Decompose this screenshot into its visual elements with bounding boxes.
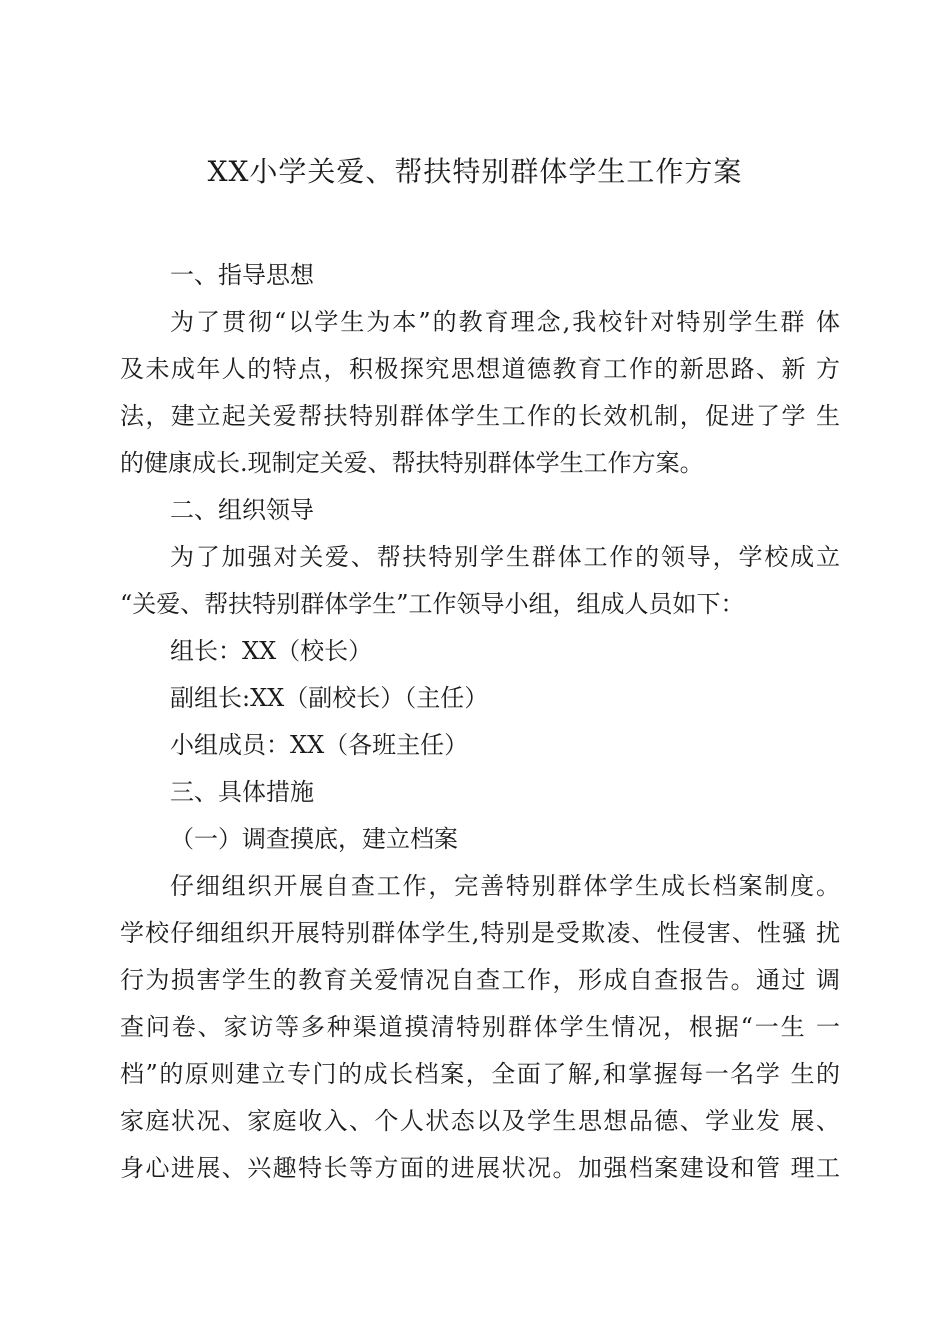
paragraph-line: 身心进展、兴趣特长等方面的进展状况。加强档案建设和管 理工 bbox=[120, 1154, 840, 1182]
document-title: XX小学关爱、帮扶特别群体学生工作方案 bbox=[207, 155, 743, 188]
paragraph-line: 学校仔细组织开展特别群体学生,特别是受欺凌、性侵害、性骚 扰 bbox=[120, 919, 840, 947]
section-heading-guiding-ideology: 一、指导思想 bbox=[170, 261, 314, 289]
paragraph-line: 为了贯彻“以学生为本”的教育理念,我校针对特别学生群 体 bbox=[170, 308, 840, 336]
section-heading-leadership: 二、组织领导 bbox=[170, 496, 314, 524]
document-body bbox=[120, 252, 840, 1192]
paragraph-line: 法，建立起关爱帮扶特别群体学生工作的长效机制，促进了学 生 bbox=[120, 402, 840, 430]
paragraph-line: 行为损害学生的教育关爱情况自查工作，形成自查报告。通过 调 bbox=[120, 966, 840, 994]
paragraph-line: 及未成年人的特点，积极探究思想道德教育工作的新思路、新 方 bbox=[120, 355, 840, 383]
subsection-heading-survey: （一）调查摸底，建立档案 bbox=[170, 825, 458, 853]
member-line-members: 小组成员：XX（各班主任） bbox=[170, 731, 469, 759]
paragraph-line: 的健康成长.现制定关爱、帮扶特别群体学生工作方案。 bbox=[120, 449, 704, 477]
paragraph-line: 仔细组织开展自查工作，完善特别群体学生成长档案制度。 bbox=[170, 872, 840, 900]
paragraph-line: 为了加强对关爱、帮扶特别学生群体工作的领导，学校成立 bbox=[170, 543, 840, 571]
paragraph-line: 家庭状况、家庭收入、个人状态以及学生思想品德、学业发 展、 bbox=[120, 1107, 840, 1135]
section-heading-measures: 三、具体措施 bbox=[170, 778, 314, 806]
member-line-leader: 组长：XX（校长） bbox=[170, 637, 373, 665]
member-line-deputy: 副组长:XX（副校长）（主任） bbox=[170, 684, 489, 712]
paragraph-line: 档”的原则建立专门的成长档案，全面了解,和掌握每一名学 生的 bbox=[120, 1060, 840, 1088]
paragraph-line: “关爱、帮扶特别群体学生”工作领导小组，组成人员如下： bbox=[120, 590, 745, 618]
paragraph-line: 查问卷、家访等多种渠道摸清特别群体学生情况，根据“一生 一 bbox=[120, 1013, 840, 1041]
